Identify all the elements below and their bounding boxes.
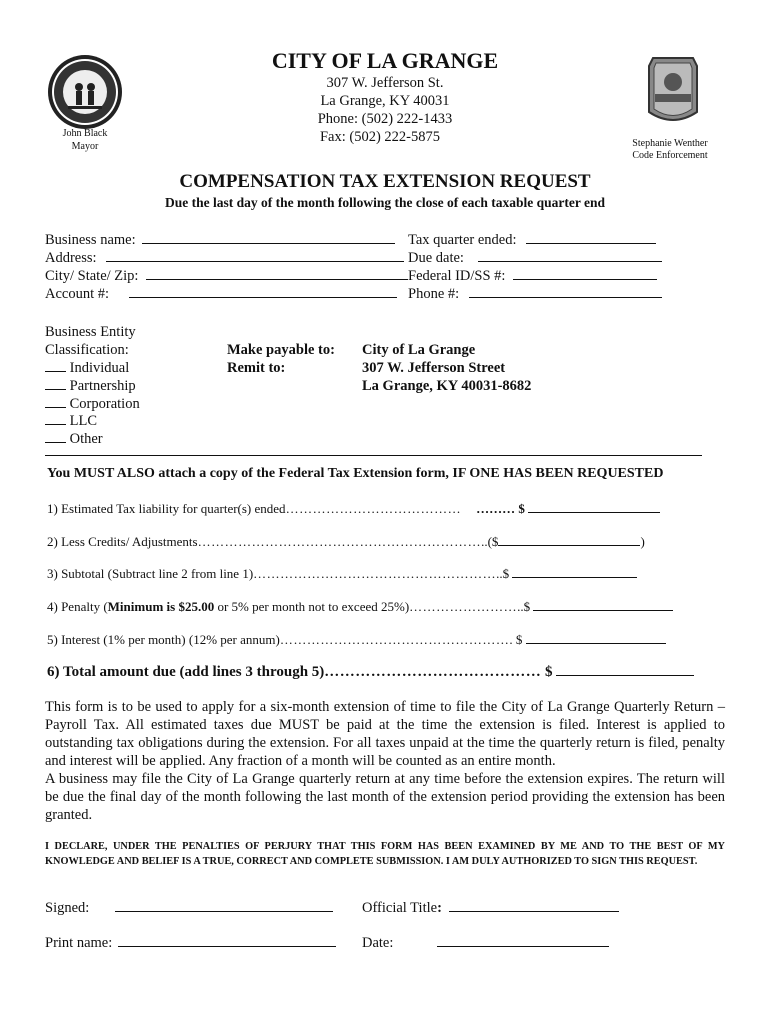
account-row	[45, 286, 397, 303]
entity-checkbox[interactable]	[45, 378, 66, 390]
entity-option-corporation[interactable]	[45, 396, 140, 414]
account-field[interactable]	[129, 286, 397, 298]
entity-checkbox[interactable]	[45, 360, 66, 372]
mayor-name: John Black	[62, 128, 108, 139]
tax-quarter-row	[408, 232, 656, 249]
due-date-row	[408, 250, 662, 267]
form-title: COMPENSATION TAX EXTENSION REQUEST	[179, 171, 591, 192]
line-4-amount-field[interactable]	[533, 599, 673, 611]
fax-line: Fax: (502) 222-5875	[319, 129, 440, 145]
line-3-tail: ..$	[496, 566, 510, 581]
entity-option-label: Individual	[69, 360, 130, 376]
date-field[interactable]	[437, 935, 609, 947]
line-4-label-a: 4) Penalty (	[47, 599, 108, 614]
remit-to-label: Remit to:	[227, 360, 286, 376]
due-date-field[interactable]	[478, 250, 662, 262]
due-date-label: Due date:	[408, 250, 464, 266]
line-1-amount-field[interactable]	[528, 501, 660, 513]
phone-field[interactable]	[469, 286, 662, 298]
entity-heading-1: Business Entity	[45, 324, 136, 340]
city-state-zip-row	[45, 268, 408, 285]
mayor-title: Mayor	[71, 141, 99, 152]
line-5-tail: . $	[509, 632, 523, 647]
tax-quarter-field[interactable]	[526, 232, 656, 244]
entity-checkbox[interactable]	[45, 396, 66, 408]
entity-option-individual[interactable]	[45, 360, 129, 378]
line-4-dots: ……………………	[409, 599, 518, 614]
instructions-paragraph-1: This form is to be used to apply for a six-month extension of time to file the City of La Grange Quarterly Return – Payroll Tax. All estimated taxes due MUST be paid at the time the extension is filed. Interest is applied to outstanding tax obligations during the extension. For all taxes unpaid at the time the quarterly return is filed, penalty and interest will be applied. Any fraction of a month will be counted as an entire month.	[45, 699, 725, 769]
payee-name: City of La Grange	[362, 342, 476, 358]
entity-option-partnership[interactable]	[45, 378, 136, 396]
line-4-minimum: Minimum is $25.00	[107, 599, 215, 614]
code-officer-title: Code Enforcement	[632, 150, 708, 161]
line-4-label-c: or 5% per month not to exceed 25%)	[214, 599, 410, 614]
federal-id-label: Federal ID/SS #:	[408, 268, 506, 284]
signed-row	[45, 900, 333, 917]
signed-field[interactable]	[115, 900, 333, 912]
phone-label: Phone #:	[408, 286, 460, 302]
city-state-zip-label: City/ State/ Zip:	[45, 268, 139, 284]
line-3	[47, 566, 637, 582]
instructions-paragraph-2: A business may file the City of La Grange quarterly return at any time before the extension expires. The return will be due the final day of the month following the last month of the extension period providing the extension has been granted.	[45, 771, 725, 823]
entity-option-llc[interactable]	[45, 413, 97, 431]
form-subtitle: Due the last day of the month following the close of each taxable quarter end	[165, 195, 605, 210]
line-5-label: 5) Interest (1% per month) (12% per annum)	[47, 632, 280, 647]
entity-option-label: Corporation	[69, 396, 140, 412]
entity-option-label: Partnership	[69, 378, 136, 394]
line-1-tail: ……… $	[476, 501, 525, 516]
line-5-amount-field[interactable]	[526, 632, 666, 644]
official-title-label: Official Title	[362, 900, 438, 916]
line-4-tail: ..$	[517, 599, 531, 614]
official-title-field[interactable]	[449, 900, 619, 912]
line-1-label: 1) Estimated Tax liability for quarter(s) ended	[47, 501, 286, 516]
perjury-declaration: I DECLARE, UNDER THE PENALTIES OF PERJURY THAT THIS FORM HAS BEEN EXAMINED BY ME AND TO THE BEST OF MY KNOWLEDGE AND BELIEF IS A TRUE, CORRECT AND COMPLETE SUBMISSION. I AM DULY AUTHORIZED TO SIGN THIS REQUEST.	[45, 841, 725, 867]
entity-checkbox[interactable]	[45, 431, 66, 443]
entity-option-other[interactable]	[45, 431, 103, 449]
tax-quarter-label: Tax quarter ended:	[408, 232, 517, 248]
line-6-dots: ……………………………………	[324, 664, 542, 680]
business-name-field[interactable]	[142, 232, 395, 244]
kentucky-seal	[46, 53, 124, 131]
line-6-amount-field[interactable]	[556, 664, 694, 676]
line-5-dots: ……………………………………………	[279, 632, 510, 647]
date-row	[362, 935, 609, 952]
line-2-tail: ..($	[481, 534, 499, 549]
line-2-close: )	[640, 534, 645, 549]
line-3-amount-field[interactable]	[512, 566, 637, 578]
line-6-tail: $	[541, 664, 553, 680]
phone-row	[408, 286, 662, 303]
line-6	[47, 664, 694, 681]
entity-checkbox[interactable]	[45, 413, 66, 425]
make-payable-label: Make payable to:	[227, 342, 335, 358]
payee-city: La Grange, KY 40031-8682	[362, 378, 532, 394]
address-line-1: 307 W. Jefferson St.	[326, 75, 444, 91]
phone-line: Phone: (502) 222-1433	[317, 111, 453, 127]
official-title-colon: :	[437, 900, 442, 916]
account-label: Account #:	[45, 286, 110, 302]
address-line-2: La Grange, KY 40031	[320, 93, 450, 109]
entity-option-label: LLC	[69, 413, 98, 429]
line-3-dots: ………………………………………………	[253, 566, 497, 581]
police-badge	[645, 52, 701, 128]
city-state-zip-field[interactable]	[146, 268, 408, 280]
print-name-field[interactable]	[118, 935, 336, 947]
attach-notice: You MUST ALSO attach a copy of the Federal Tax Extension form, IF ONE HAS BEEN REQUESTED	[47, 466, 664, 481]
line-6-label: 6) Total amount due (add lines 3 through 5)	[47, 664, 325, 680]
entity-heading-2: Classification:	[45, 342, 129, 358]
print-name-row	[45, 935, 336, 952]
payee-street: 307 W. Jefferson Street	[362, 360, 506, 376]
city-title: CITY OF LA GRANGE	[271, 48, 499, 73]
print-name-label: Print name:	[45, 935, 113, 951]
federal-id-row	[408, 268, 657, 285]
line-5	[47, 632, 666, 648]
federal-id-field[interactable]	[513, 268, 657, 280]
code-officer-name: Stephanie Wenther	[632, 138, 708, 149]
section-divider	[45, 455, 702, 456]
address-field[interactable]	[106, 250, 404, 262]
signed-label: Signed:	[45, 900, 90, 916]
line-3-label: 3) Subtotal (Subtract line 2 from line 1)	[47, 566, 254, 581]
line-4	[47, 599, 673, 615]
address-row	[45, 250, 404, 267]
address-label: Address:	[45, 250, 97, 266]
line-2-amount-field[interactable]	[498, 534, 640, 546]
entity-option-label: Other	[69, 431, 103, 447]
line-2-label: 2) Less Credits/ Adjustments	[47, 534, 198, 549]
date-label: Date:	[362, 935, 394, 951]
official-title-row	[362, 900, 619, 917]
line-1-dots: …………………………………	[285, 501, 477, 516]
business-name-row	[45, 232, 395, 249]
line-2	[47, 534, 645, 550]
line-2-dots: ………………………………………………………	[197, 534, 482, 549]
line-1	[47, 501, 660, 517]
business-name-label: Business name:	[45, 232, 136, 248]
